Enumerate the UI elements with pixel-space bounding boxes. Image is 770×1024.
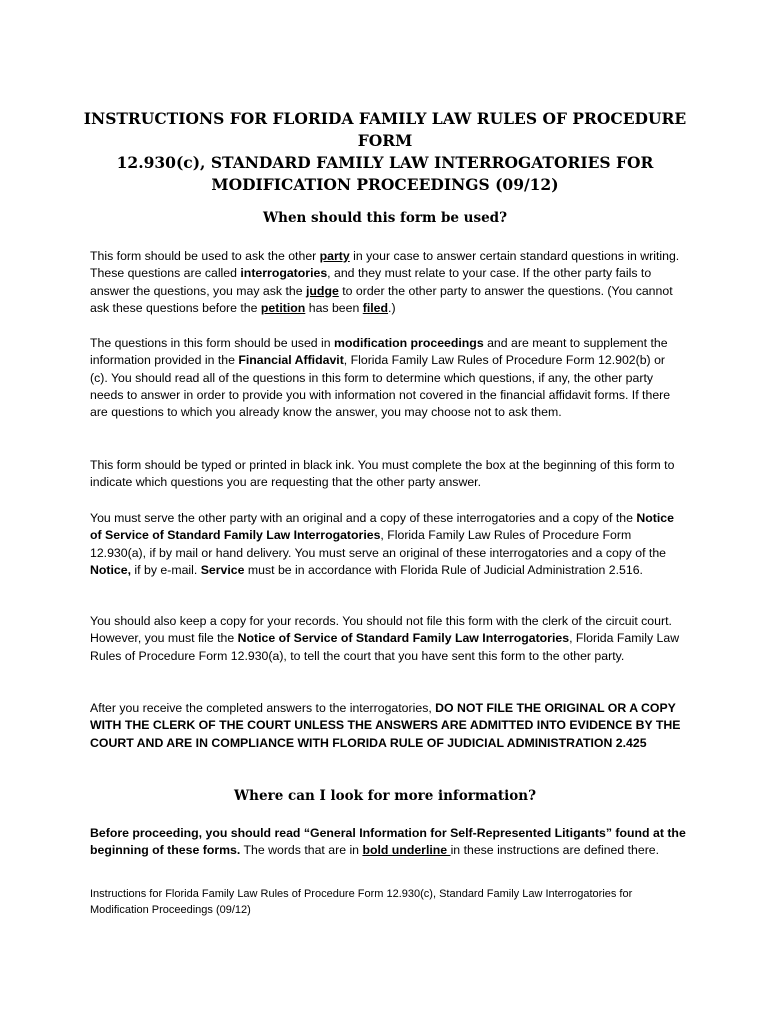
paragraph-service — [90, 510, 686, 579]
text: You should also keep a copy for your records. You should not file this form with the clerk of the circuit court. However, you must file the — [90, 614, 672, 646]
text: in your case to answer certain standard questions in writing. These questions are called — [90, 249, 680, 281]
text: , Florida Family Law Rules of Procedure Form 12.930(a), if by mail or hand delivery. You must serve an original of these interrogatories and a copy of the — [90, 528, 667, 560]
bold-warning: DO NOT FILE THE ORIGINAL OR A COPY WITH THE CLERK OF THE COURT UNLESS THE ANSWERS ARE ADMITTED INTO EVIDENCE BY THE COURT AND ARE IN COMPLIANCE WITH FLORIDA RULE OF JUDICIAL ADMINISTRATION 2.425 — [90, 701, 681, 750]
paragraph-modification-use — [90, 335, 686, 421]
text: and are meant to supplement the information provided in the — [90, 336, 668, 368]
footer-line-2: Modification Proceedings (09/12) — [90, 904, 251, 916]
footer-line-1: Instructions for Florida Family Law Rules of Procedure Form 12.930(c), Standard Family Law Interrogatories for — [90, 888, 633, 900]
defined-term-filed: filed — [362, 300, 389, 315]
text: , Florida Family Law Rules of Procedure Form 12.902(b) or (c). You should read all of the questions in this form to determine which questions, if any, the other party needs to answer in order to provide you with information not covered in the financial affidavit forms. If there are questions to which you already know the answer, you may choose not to ask them. — [90, 353, 671, 420]
page-footer — [90, 886, 680, 918]
bold-term-notice: Notice, — [90, 562, 131, 577]
title-line-1: INSTRUCTIONS FOR FLORIDA FAMILY LAW RULES OF PROCEDURE FORM — [83, 109, 687, 150]
bold-term-notice-of-service: Notice of Service of Standard Family Law Interrogatories — [90, 511, 674, 543]
text: if by e-mail. — [131, 562, 201, 577]
paragraph-keep-copy — [90, 613, 686, 665]
paragraph-black-ink: This form should be typed or printed in black ink. You must complete the box at the beginning of this form to indicate which questions you are requesting that the other party answer. — [90, 458, 675, 490]
defined-term-bold-underline: bold underline — [362, 843, 451, 858]
text: This form should be used to ask the other — [90, 249, 320, 263]
section-heading-when: When should this form be used? — [262, 210, 508, 226]
bold-term-notice-of-service: Notice of Service of Standard Family Law Interrogatories — [237, 631, 570, 646]
title-line-3: MODIFICATION PROCEEDINGS (09/12) — [211, 175, 559, 194]
defined-term-judge: judge — [306, 283, 339, 298]
text: must be in accordance with Florida Rule of Judicial Administration 2.516. — [244, 562, 643, 577]
defined-term-petition: petition — [260, 300, 306, 315]
text: .) — [388, 300, 396, 315]
paragraph-form-purpose — [90, 248, 686, 317]
paragraph-do-not-file — [90, 700, 686, 752]
defined-term-party: party — [319, 249, 350, 263]
bold-term-financial-affidavit: Financial Affidavit — [238, 353, 344, 368]
text: has been — [305, 300, 363, 315]
text: The questions in this form should be used in — [90, 336, 335, 350]
paragraph-general-information — [90, 825, 686, 860]
section-heading-more-info: Where can I look for more information? — [234, 788, 536, 804]
document-title — [70, 108, 700, 196]
bold-term-service: Service — [200, 562, 245, 577]
title-line-2: 12.930(c), STANDARD FAMILY LAW INTERROGATORIES FOR — [116, 153, 654, 172]
bold-term-interrogatories: interrogatories — [240, 266, 328, 281]
text: , Florida Family Law Rules of Procedure Form 12.930(a), to tell the court that you have sent this form to the other party. — [90, 631, 680, 663]
text: The words that are in — [240, 843, 363, 858]
text: After you receive the completed answers to the interrogatories, — [90, 701, 436, 715]
bold-term-modification-proceedings: modification proceedings — [334, 336, 484, 350]
text: to order the other party to answer the questions. (You cannot ask these questions before the — [90, 283, 673, 315]
text: in these instructions are defined there. — [450, 843, 660, 858]
text: , and they must relate to your case. If the other party fails to answer the questions, you may ask the — [90, 266, 652, 298]
bold-read-general-information: Before proceeding, you should read “General Information for Self-Represented Litigants” found at the beginning of these forms. — [90, 826, 686, 858]
text: You must serve the other party with an original and a copy of these interrogatories and a copy of the — [90, 511, 637, 525]
